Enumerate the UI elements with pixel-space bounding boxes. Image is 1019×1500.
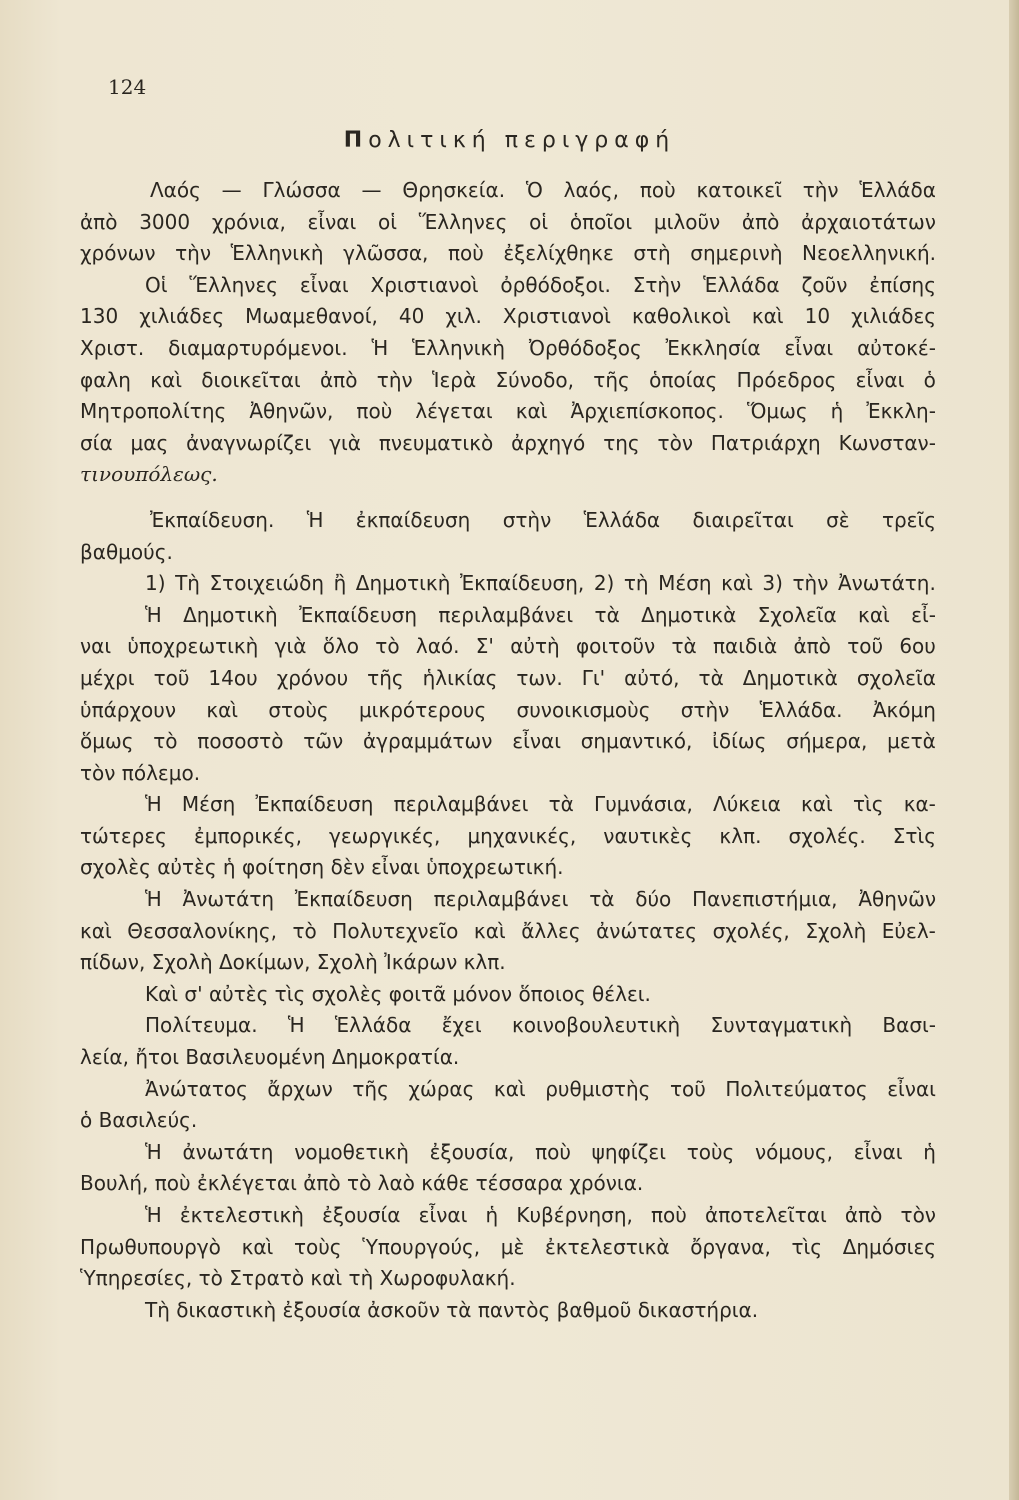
text-line: πίδων, Σχολὴ Δοκίμων, Σχολὴ Ἰκάρων κλπ. [80, 950, 506, 975]
text-line: μέχρι τοῦ 14ου χρόνου τῆς ἡλικίας των. Γι' αὐτό, τὰ Δημοτικὰ σχολεῖα [80, 665, 936, 690]
text-line: ναι ὑποχρεωτικὴ γιὰ ὅλο τὸ λαό. Σ' αὐτὴ φοιτοῦν τὰ παιδιὰ ἀπὸ τοῦ 6ου [80, 634, 936, 659]
text-line: λεία, ἤτοι Βασιλευομένη Δημοκρατία. [80, 1045, 460, 1070]
text-line: ἀπὸ 3000 χρόνια, εἶναι οἱ Ἕλληνες οἱ ὁποῖοι μιλοῦν ἀπὸ ἀρχαιοτάτων [80, 209, 936, 234]
text-line: Πολίτευμα. Ἡ Ἑλλάδα ἔχει κοινοβουλευτικὴ Συνταγματικὴ Βασι- [145, 1013, 936, 1038]
text-line: ὑπάρχουν καὶ στοὺς μικρότερους συνοικισμοὺς στὴν Ἑλλάδα. Ἀκόμη [80, 697, 936, 722]
body-text [80, 175, 936, 1326]
text-line: Ἡ ἐκτελεστικὴ ἐξουσία εἶναι ἡ Κυβέρνηση, ποὺ ἀποτελεῖται ἀπὸ τὸν [145, 1203, 936, 1227]
text-line: σία μας ἀναγνωρίζει γιὰ πνευματικὸ ἀρχηγό της τὸν Πατριάρχη Κωνσταν- [80, 430, 936, 455]
text-line: Ἡ Δημοτικὴ Ἐκπαίδευση περιλαμβάνει τὰ Δημοτικὰ Σχολεῖα καὶ εἶ- [145, 602, 936, 627]
text-line: Βουλή, ποὺ ἐκλέγεται ἀπὸ τὸ λαὸ κάθε τέσσαρα χρόνια. [80, 1171, 644, 1196]
text-line: τινουπόλεως. [80, 462, 218, 487]
text-line: Ἡ Μέση Ἐκπαίδευση περιλαμβάνει τὰ Γυμνάσια, Λύκεια καὶ τὶς κα- [145, 792, 936, 817]
text-line: Τὴ δικαστικὴ ἐξουσία ἀσκοῦν τὰ παντὸς βαθμοῦ δικαστήρια. [145, 1297, 759, 1322]
text-line: Πρωθυπουργὸ καὶ τοὺς Ὑπουργούς, μὲ ἐκτελεστικὰ ὄργανα, τὶς Δημόσιες [80, 1234, 936, 1259]
section-polity [80, 1010, 936, 1326]
text-line: ὁ Βασιλεύς. [80, 1108, 198, 1133]
page-number: 124 [108, 75, 147, 99]
text-line: φαλη καὶ διοικεῖται ἀπὸ τὴν Ἱερὰ Σύνοδο, τῆς ὁποίας Πρόεδρος εἶναι ὁ [80, 367, 936, 392]
text-line: καὶ Θεσσαλονίκης, τὸ Πολυτεχνεῖο καὶ ἄλλες ἀνώτατες σχολές, Σχολὴ Εὐελ- [80, 918, 936, 943]
text-line: σχολὲς αὐτὲς ἡ φοίτηση δὲν εἶναι ὑποχρεωτική. [80, 855, 564, 880]
text-line: Ἡ ἀνωτάτη νομοθετικὴ ἐξουσία, ποὺ ψηφίζει τοὺς νόμους, εἶναι ἡ [145, 1139, 936, 1164]
text-line: Ὑπηρεσίες, τὸ Στρατὸ καὶ τὴ Χωροφυλακή. [80, 1266, 516, 1291]
text-line: 130 χιλιάδες Μωαμεθανοί, 40 χιλ. Χριστιανοὶ καθολικοὶ καὶ 10 χιλιάδες [80, 304, 936, 329]
section-education [80, 505, 936, 1011]
text-line: τὸν πόλεμο. [80, 760, 201, 785]
text-line: Λαός — Γλώσσα — Θρησκεία. Ὁ λαός, ποὺ κατοικεῖ τὴν Ἑλλάδα [150, 178, 936, 202]
text-line: Καὶ σ' αὐτὲς τὶς σχολὲς φοιτᾶ μόνον ὅποιος θέλει. [145, 981, 651, 1006]
text-line: βαθμούς. [80, 539, 173, 564]
page-edge [1009, 0, 1019, 1500]
text-line: ὅμως τὸ ποσοστὸ τῶν ἀγραμμάτων εἶναι σημαντικό, ἰδίως σήμερα, μετὰ [80, 729, 936, 754]
section-people-language-religion [80, 175, 936, 491]
text-line: Χριστ. διαμαρτυρόμενοι. Ἡ Ἑλληνικὴ Ὀρθόδοξος Ἐκκλησία εἶναι αὐτοκέ- [80, 335, 936, 360]
page-title: Πολιτική περιγραφή [343, 128, 676, 153]
text-line: Ἀνώτατος ἄρχων τῆς χώρας καὶ ρυθμιστὴς τοῦ Πολιτεύματος εἶναι [145, 1076, 936, 1101]
text-line: Οἱ Ἕλληνες εἶναι Χριστιανοὶ ὀρθόδοξοι. Στὴν Ἑλλάδα ζοῦν ἐπίσης [145, 272, 936, 297]
text-line: χρόνων τὴν Ἑλληνικὴ γλῶσσα, ποὺ ἐξελίχθηκε στὴ σημερινὴ Νεοελληνική. [80, 241, 936, 266]
text-line: 1) Τὴ Στοιχειώδη ἢ Δημοτικὴ Ἐκπαίδευση, 2) τὴ Μέση καὶ 3) τὴν Ἀνωτάτη. [145, 571, 936, 596]
text-line: τώτερες ἐμπορικές, γεωργικές, μηχανικές, ναυτικὲς κλπ. σχολές. Στὶς [80, 823, 936, 848]
text-line: Ἐκπαίδευση. Ἡ ἐκπαίδευση στὴν Ἑλλάδα διαιρεῖται σὲ τρεῖς [150, 507, 936, 532]
text-line: Μητροπολίτης Ἀθηνῶν, ποὺ λέγεται καὶ Ἀρχιεπίσκοπος. Ὅμως ἡ Ἐκκλη- [80, 399, 936, 424]
text-line: Ἡ Ἀνωτάτη Ἐκπαίδευση περιλαμβάνει τὰ δύο Πανεπιστήμια, Ἀθηνῶν [145, 887, 936, 912]
